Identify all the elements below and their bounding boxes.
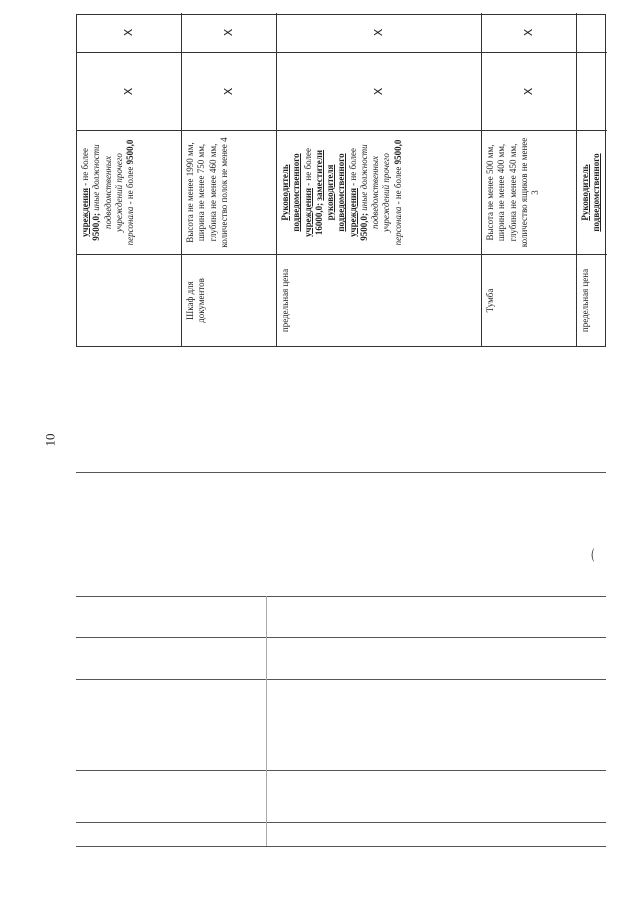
table-cell-mark: X — [482, 13, 577, 52]
ruled-line — [76, 472, 606, 473]
table-cell-characteristics — [77, 130, 182, 254]
table-cell-name — [77, 254, 182, 346]
text-fragment: - не более — [125, 164, 135, 207]
text-fragment: иные должности подведомственных учреждений прочего персонала — [358, 144, 403, 246]
text-fragment: иные должности подведомственных учреждений прочего персонала — [91, 144, 135, 246]
text-fragment: - не более — [80, 148, 90, 189]
table-cell-name: предельная цена — [577, 254, 607, 346]
ruled-line — [76, 822, 606, 823]
text-fragment: 9500,0 — [91, 215, 102, 241]
text-fragment: заместители руководителя подведомственного учреждения — [313, 149, 358, 237]
table-cell-characteristics: Руководитель подведомственного — [577, 130, 607, 254]
table-cell-characteristics: Высота не менее 1990 мм, ширина не менее 750 мм, глубина не менее 460 мм, количество полок не менее 4 — [182, 130, 277, 254]
text-fragment: 9500,0 — [392, 139, 403, 165]
table-cell-mark — [577, 13, 607, 52]
ruled-line — [76, 596, 606, 597]
bracket-mark-icon: ⌒ — [593, 548, 608, 562]
text-fragment: 9500,0 — [125, 139, 135, 165]
table-cell-mark: X — [77, 13, 182, 52]
table-cell-mark: X — [277, 52, 482, 130]
rotated-table — [76, 14, 606, 347]
table-cell-mark: X — [182, 52, 277, 130]
table-cell-mark: X — [482, 52, 577, 130]
text-fragment: ; — [91, 210, 102, 216]
text-fragment: ; — [313, 202, 324, 206]
table-cell-name: предельная цена — [277, 254, 482, 346]
ruled-line — [76, 679, 606, 680]
table-cell-name: Тумба — [482, 254, 577, 346]
text-fragment: - не более — [302, 148, 313, 189]
faint-column-line — [266, 596, 267, 846]
text-fragment: Руководитель подведомственного учреждения — [280, 153, 313, 237]
table-cell-characteristics — [277, 130, 482, 254]
text-fragment: учреждения — [80, 188, 90, 237]
table-cell-name: Шкаф для документов — [182, 254, 277, 346]
table-cell-mark: X — [277, 13, 482, 52]
ruled-line — [76, 770, 606, 771]
table-cell-characteristics: Высота не менее 500 мм, ширина не менее 400 мм, глубина не менее 450 мм, количество ящиков не менее 3 — [482, 130, 577, 254]
ruled-line — [76, 637, 606, 638]
text-fragment: - не более — [392, 164, 403, 207]
table-cell-mark: X — [182, 13, 277, 52]
text-fragment: 9500,0 — [358, 215, 369, 241]
ruled-line — [76, 846, 606, 847]
table-cell-mark — [577, 52, 607, 130]
text-fragment: ; — [358, 210, 369, 216]
table-cell-mark: X — [77, 52, 182, 130]
page-number: 10 — [42, 433, 58, 447]
text-fragment: 16000,0 — [313, 205, 324, 236]
text-fragment: - не более — [347, 148, 358, 189]
